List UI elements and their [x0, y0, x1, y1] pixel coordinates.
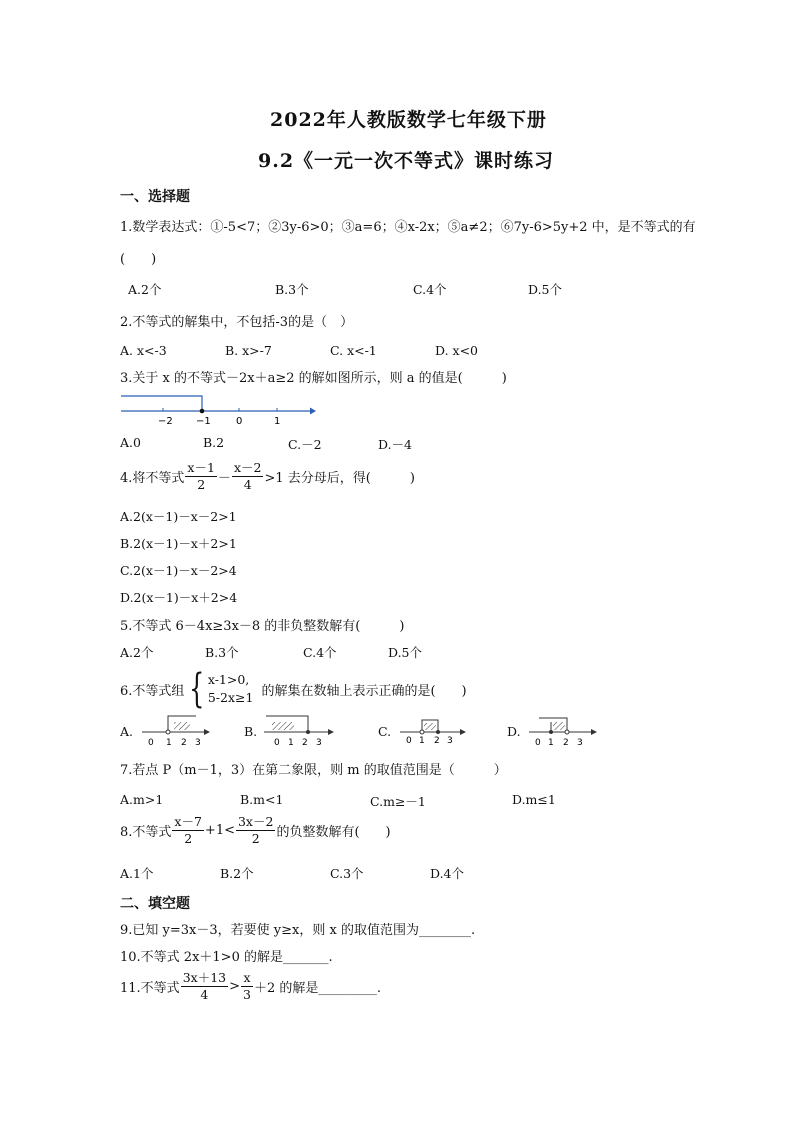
q11-f1-den: 4	[200, 987, 209, 1002]
q6b-tick-1: 1	[288, 738, 294, 748]
q6b-tick-3: 3	[316, 738, 322, 748]
q4-fraction-1	[185, 460, 217, 493]
question-2: 2.不等式的解集中，不包括-3的是（ ）	[120, 315, 354, 330]
q11-fraction-1	[181, 970, 228, 1003]
q6-option-a-label: A.	[120, 724, 134, 739]
q6d-tick-2: 2	[563, 738, 569, 748]
q1-option-a: A.2个	[128, 282, 162, 297]
q8-mid: +1<	[204, 823, 235, 838]
q11-prefix: 11.不等式	[120, 981, 180, 996]
q6-option-a-graph	[140, 712, 212, 748]
question-9: 9.已知 y=3x－3，若要使 y≥x，则 x 的取值范围为________.	[120, 923, 476, 938]
q6-option-b-label: B.	[244, 724, 258, 739]
section-fill: 二、填空题	[120, 896, 190, 912]
q2-option-d: D. x<0	[435, 343, 478, 358]
q6-option-c-graph	[398, 712, 468, 748]
q8-f1-num: x－7	[174, 814, 202, 829]
q6-sys-line-1: x-1>0,	[207, 672, 250, 687]
q4-fraction-2	[232, 460, 264, 493]
question-6	[120, 666, 467, 712]
q8-f1-den: 2	[184, 831, 193, 846]
q1-option-c: C.4个	[413, 282, 447, 297]
q11-suffix: ＋2 的解是_________.	[253, 981, 382, 996]
q8-f2-den: 2	[251, 831, 260, 846]
q4-f1-num: x－1	[187, 460, 215, 475]
question-7: 7.若点 P（m－1，3）在第二象限，则 m 的取值范围是（ ）	[120, 763, 507, 778]
q4-option-b: B.2(x－1)－x＋2>1	[120, 536, 237, 551]
question-1-paren: ( )	[120, 252, 157, 267]
q4-f1-den: 2	[197, 477, 206, 492]
q6c-tick-0: 0	[406, 736, 412, 746]
q6a-tick-0: 0	[148, 738, 154, 748]
q6a-tick-1: 1	[166, 738, 172, 748]
page-title: 2022年人教版数学七年级下册	[270, 109, 547, 131]
q2-option-b: B. x>-7	[225, 343, 272, 358]
question-11	[120, 970, 381, 1003]
q3-tick-1: −1	[196, 416, 211, 427]
question-5: 5.不等式 6－4x≥3x－8 的非负整数解有( )	[120, 619, 405, 634]
q6-option-c-label: C.	[378, 724, 392, 739]
section-choice: 一、选择题	[120, 189, 190, 205]
q8-fraction-1	[172, 814, 204, 847]
question-8	[120, 814, 391, 847]
q8-suffix: 的负整数解有( )	[276, 825, 391, 840]
q6c-tick-1: 1	[419, 736, 425, 746]
q6-prefix: 6.不等式组	[120, 683, 185, 699]
q5-option-c: C.4个	[303, 645, 337, 660]
q11-mid: >	[229, 979, 241, 994]
question-1: 1.数学表达式：①-5<7；②3y-6>0；③a=6；④x-2x；⑤a≠2；⑥7y-6>5y+2 中，是不等式的有	[120, 220, 696, 235]
q11-f2-num: x	[243, 970, 251, 985]
q6d-tick-1: 1	[548, 738, 554, 748]
q5-option-b: B.3个	[205, 645, 239, 660]
q4-f2-den: 4	[243, 477, 252, 492]
q8-option-c: C.3个	[330, 866, 364, 881]
q8-option-a: A.1个	[120, 866, 154, 881]
q3-option-c: C.－2	[288, 437, 322, 452]
q6a-tick-2: 2	[181, 738, 187, 748]
q6-suffix: 的解集在数轴上表示正确的是( )	[261, 683, 467, 699]
q1-option-d: D.5个	[528, 282, 563, 297]
q6d-tick-3: 3	[577, 738, 583, 748]
q6d-tick-0: 0	[535, 738, 541, 748]
question-3: 3.关于 x 的不等式－2x＋a≥2 的解如图所示，则 a 的值是( )	[120, 371, 507, 386]
q6-brace: {	[189, 666, 205, 712]
q7-option-c: C.m≥－1	[370, 794, 426, 809]
q6-option-d-label: D.	[507, 724, 521, 739]
q5-option-d: D.5个	[388, 645, 423, 660]
q11-fraction-2	[241, 970, 253, 1003]
q4-option-c: C.2(x－1)－x－2>4	[120, 563, 237, 578]
q6-sys-line-2: 5-2x≥1	[207, 690, 254, 705]
q6-option-d-graph	[527, 712, 599, 748]
q4-f2-num: x－2	[233, 460, 262, 475]
q2-option-a: A. x<-3	[120, 343, 167, 358]
q3-option-a: A.0	[120, 435, 141, 450]
q11-f2-den: 3	[243, 987, 251, 1002]
q7-option-a: A.m>1	[120, 792, 164, 807]
q1-option-b: B.3个	[275, 282, 309, 297]
q8-option-d: D.4个	[430, 866, 465, 881]
q3-option-b: B.2	[203, 435, 225, 450]
q8-option-b: B.2个	[220, 866, 254, 881]
q4-prefix: 4.将不等式	[120, 471, 185, 486]
q6b-tick-0: 0	[274, 738, 280, 748]
q2-option-c: C. x<-1	[330, 343, 377, 358]
q6c-tick-2: 2	[434, 736, 440, 746]
q8-prefix: 8.不等式	[120, 825, 172, 840]
q3-tick-2: 0	[236, 416, 243, 427]
q8-f2-num: 3x－2	[237, 814, 274, 829]
page-subtitle: 9.2《一元一次不等式》课时练习	[258, 150, 555, 172]
q3-number-line	[118, 388, 323, 428]
q11-f1-num: 3x＋13	[182, 970, 227, 985]
q6-option-b-graph	[262, 712, 336, 748]
q5-option-a: A.2个	[120, 645, 154, 660]
q6b-tick-2: 2	[302, 738, 308, 748]
q3-tick-3: 1	[274, 416, 281, 427]
q7-option-b: B.m<1	[240, 792, 284, 807]
q3-option-d: D.－4	[378, 437, 413, 452]
question-4	[120, 460, 415, 493]
q6-system	[184, 666, 254, 712]
q4-option-d: D.2(x－1)－x＋2>4	[120, 590, 238, 605]
q3-tick-0: −2	[158, 416, 173, 427]
question-10: 10.不等式 2x＋1>0 的解是_______.	[120, 950, 333, 965]
q6c-tick-3: 3	[447, 736, 453, 746]
q4-suffix: >1 去分母后，得( )	[264, 471, 415, 486]
q8-fraction-2	[236, 814, 275, 847]
q6a-tick-3: 3	[195, 738, 201, 748]
q4-option-a: A.2(x－1)－x－2>1	[120, 509, 237, 524]
q4-minus: －	[217, 471, 231, 486]
q7-option-d: D.m≤1	[512, 792, 556, 807]
